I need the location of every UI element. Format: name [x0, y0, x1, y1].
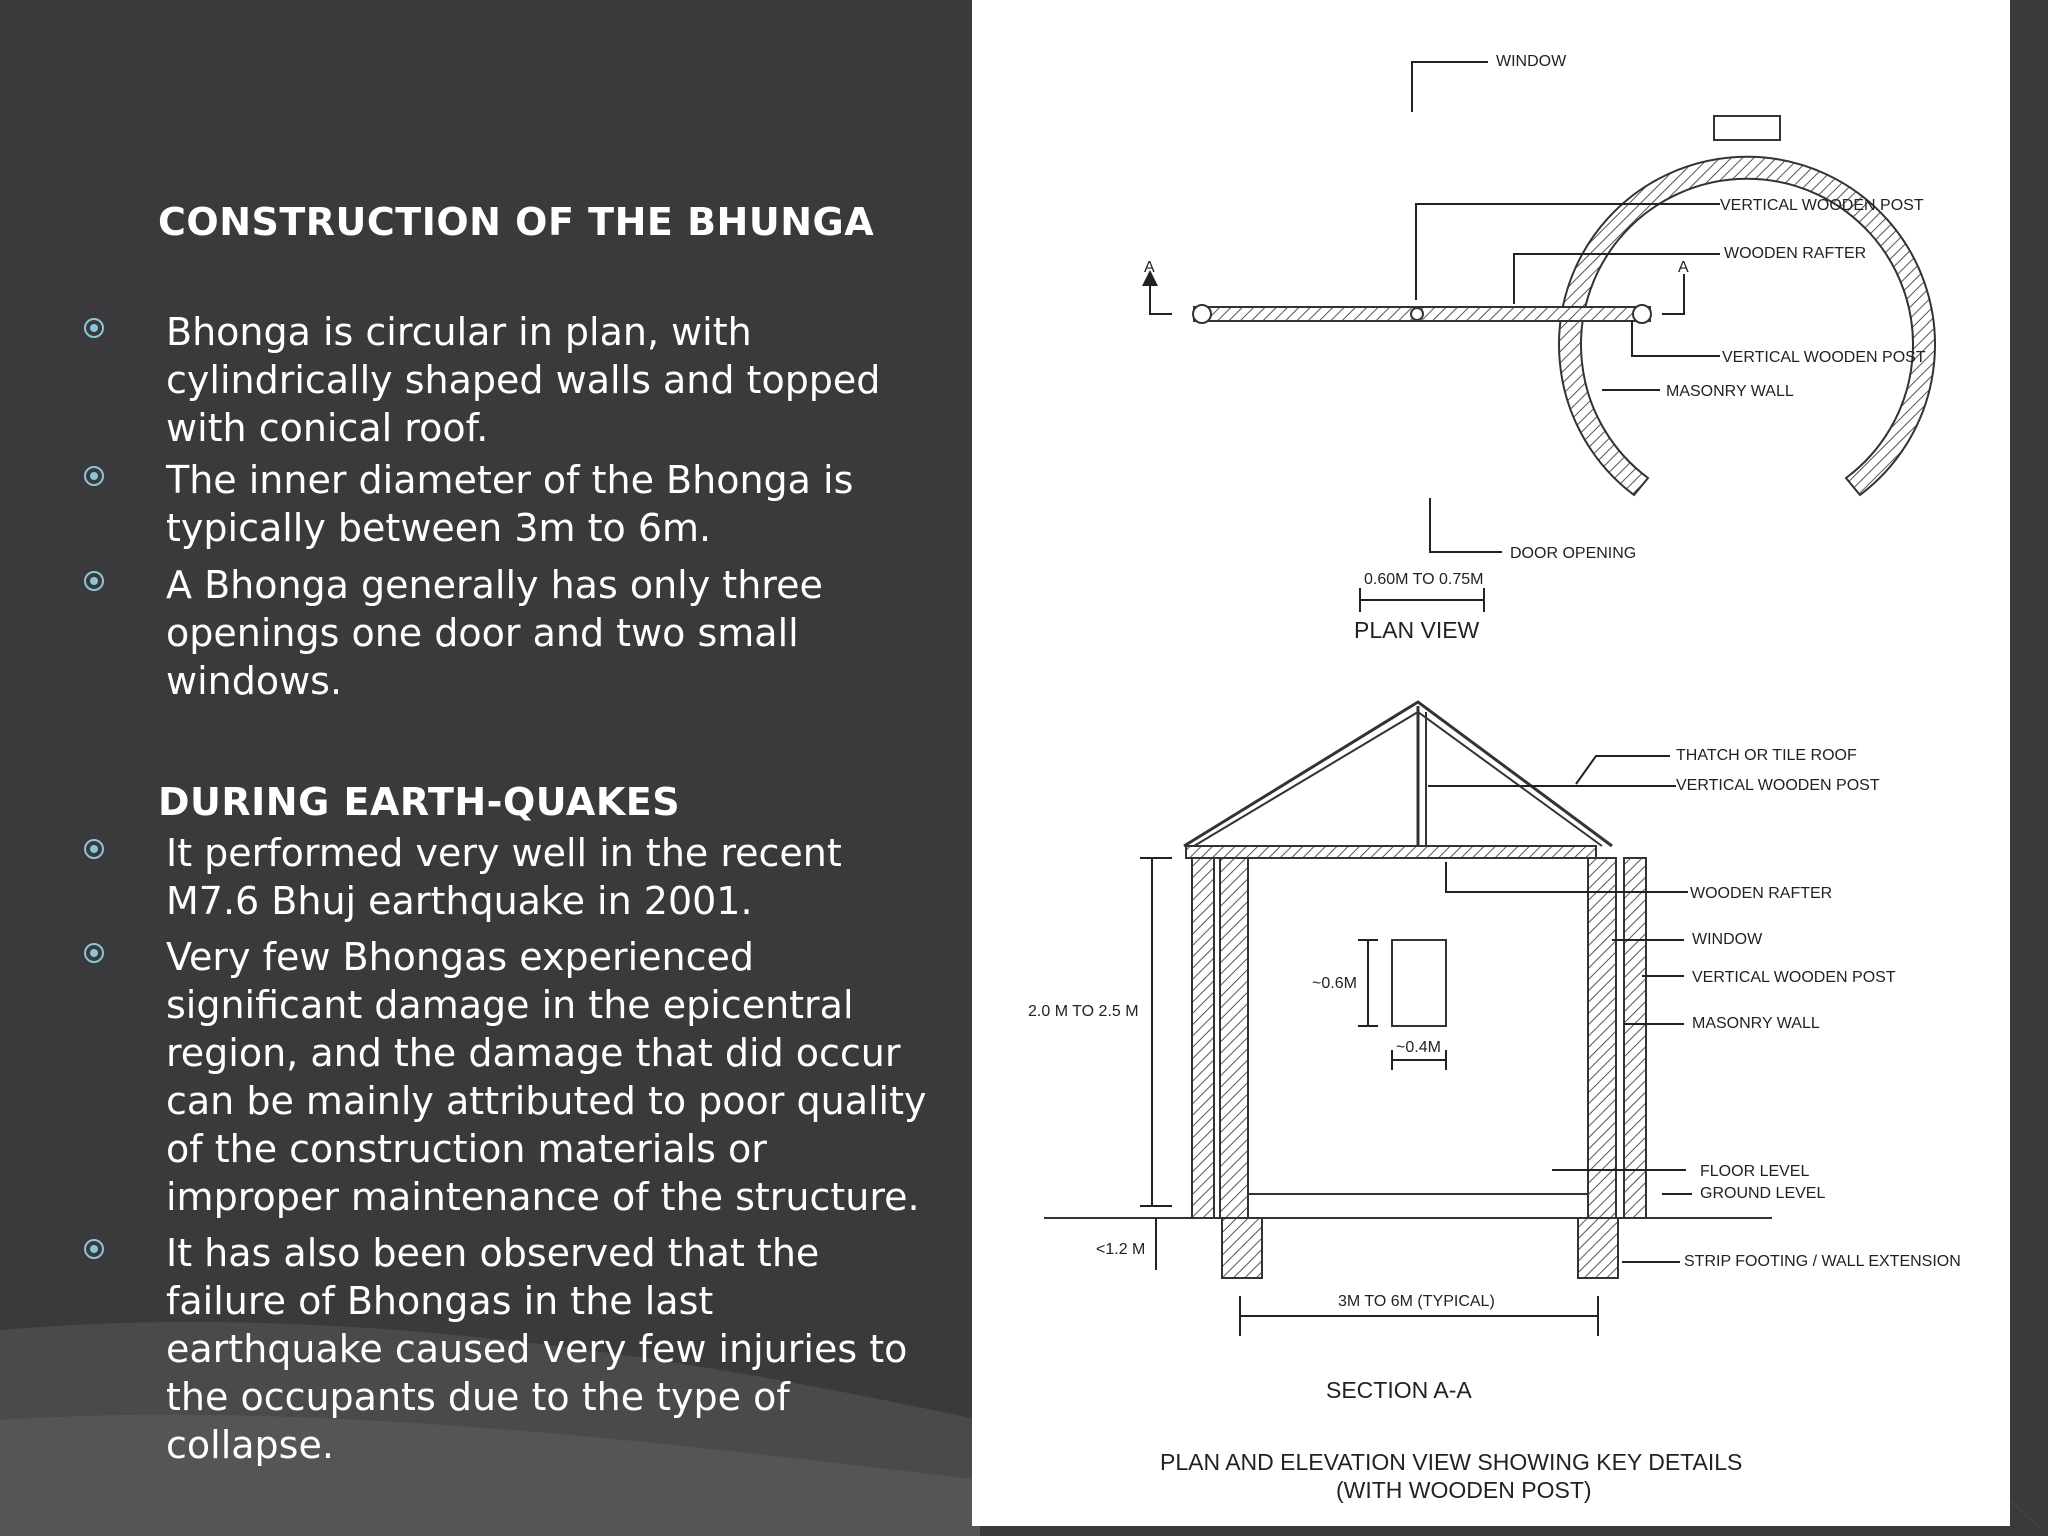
bullet-text: It performed very well in the recent M7.6 Bhuj earthquake in 2001. — [166, 831, 842, 923]
label-vertical-post-top: VERTICAL WOODEN POST — [1720, 197, 1924, 214]
text-column — [0, 0, 972, 1536]
bullet-icon — [84, 943, 104, 963]
section-view — [1028, 702, 1961, 1403]
section-mark-right: A — [1678, 259, 1689, 276]
label-strip-footing: STRIP FOOTING / WALL EXTENSION — [1684, 1253, 1961, 1270]
label-vertical-post-section: VERTICAL WOODEN POST — [1692, 969, 1896, 986]
bullet-text: Very few Bhongas experienced significant damage in the epicentral region, and the damage that did occur can be mainly attributed to poor quality of the construction materials or improper maintenance of the structure. — [166, 935, 927, 1219]
label-wooden-rafter-section: WOODEN RAFTER — [1690, 885, 1833, 902]
label-height: 2.0 M TO 2.5 M — [1028, 1003, 1139, 1020]
section-window — [1392, 940, 1446, 1026]
bullet-icon — [84, 571, 104, 591]
label-door-opening: DOOR OPENING — [1510, 545, 1637, 562]
bullet-text: Bhonga is circular in plan, with cylindrically shaped walls and topped with conical roof. — [166, 310, 881, 450]
label-masonry-wall-section: MASONRY WALL — [1692, 1015, 1820, 1032]
plan-view — [1144, 53, 1935, 643]
plan-window — [1714, 116, 1780, 140]
label-vertical-post-top-section: VERTICAL WOODEN POST — [1676, 777, 1880, 794]
label-door-width: 0.60M TO 0.75M — [1364, 571, 1484, 588]
label-masonry-wall: MASONRY WALL — [1666, 383, 1794, 400]
section-title: SECTION A-A — [1326, 1377, 1472, 1403]
bullet-icon — [84, 466, 104, 486]
heading-construction: CONSTRUCTION OF THE BHUNGA — [158, 200, 875, 244]
bullet-icon — [84, 318, 104, 338]
plan-view-title: PLAN VIEW — [1354, 617, 1480, 643]
section-mark-left: A — [1144, 259, 1155, 276]
bullet-text: A Bhonga generally has only three openings one door and two small windows. — [166, 563, 823, 703]
label-window-width: ~0.4M — [1396, 1039, 1441, 1056]
label-window-section: WINDOW — [1692, 931, 1763, 948]
label-footing-depth: <1.2 M — [1096, 1241, 1146, 1258]
diagram-panel — [972, 0, 2010, 1526]
label-wooden-rafter: WOODEN RAFTER — [1724, 245, 1867, 262]
bullet-icon — [84, 839, 104, 859]
bullet-text: It has also been observed that the failure of Bhongas in the last earthquake caused very few injuries to the occupants due to the type of collapse. — [166, 1231, 908, 1467]
bullet-icon — [84, 1239, 104, 1259]
label-ground-level: GROUND LEVEL — [1700, 1185, 1826, 1202]
label-window-height: ~0.6M — [1312, 975, 1357, 992]
label-thatch-roof: THATCH OR TILE ROOF — [1676, 747, 1857, 764]
label-window: WINDOW — [1496, 53, 1567, 70]
label-span: 3M TO 6M (TYPICAL) — [1338, 1293, 1495, 1310]
heading-earthquakes: DURING EARTH-QUAKES — [158, 780, 681, 824]
caption-line-1: PLAN AND ELEVATION VIEW SHOWING KEY DETAILS — [1160, 1449, 1743, 1475]
label-floor-level: FLOOR LEVEL — [1700, 1163, 1810, 1180]
bullet-text: The inner diameter of the Bhonga is typically between 3m to 6m. — [166, 458, 854, 550]
bhunga-diagram — [972, 0, 2010, 1526]
caption-line-2: (WITH WOODEN POST) — [1336, 1477, 1592, 1503]
label-vertical-post-right: VERTICAL WOODEN POST — [1722, 349, 1926, 366]
